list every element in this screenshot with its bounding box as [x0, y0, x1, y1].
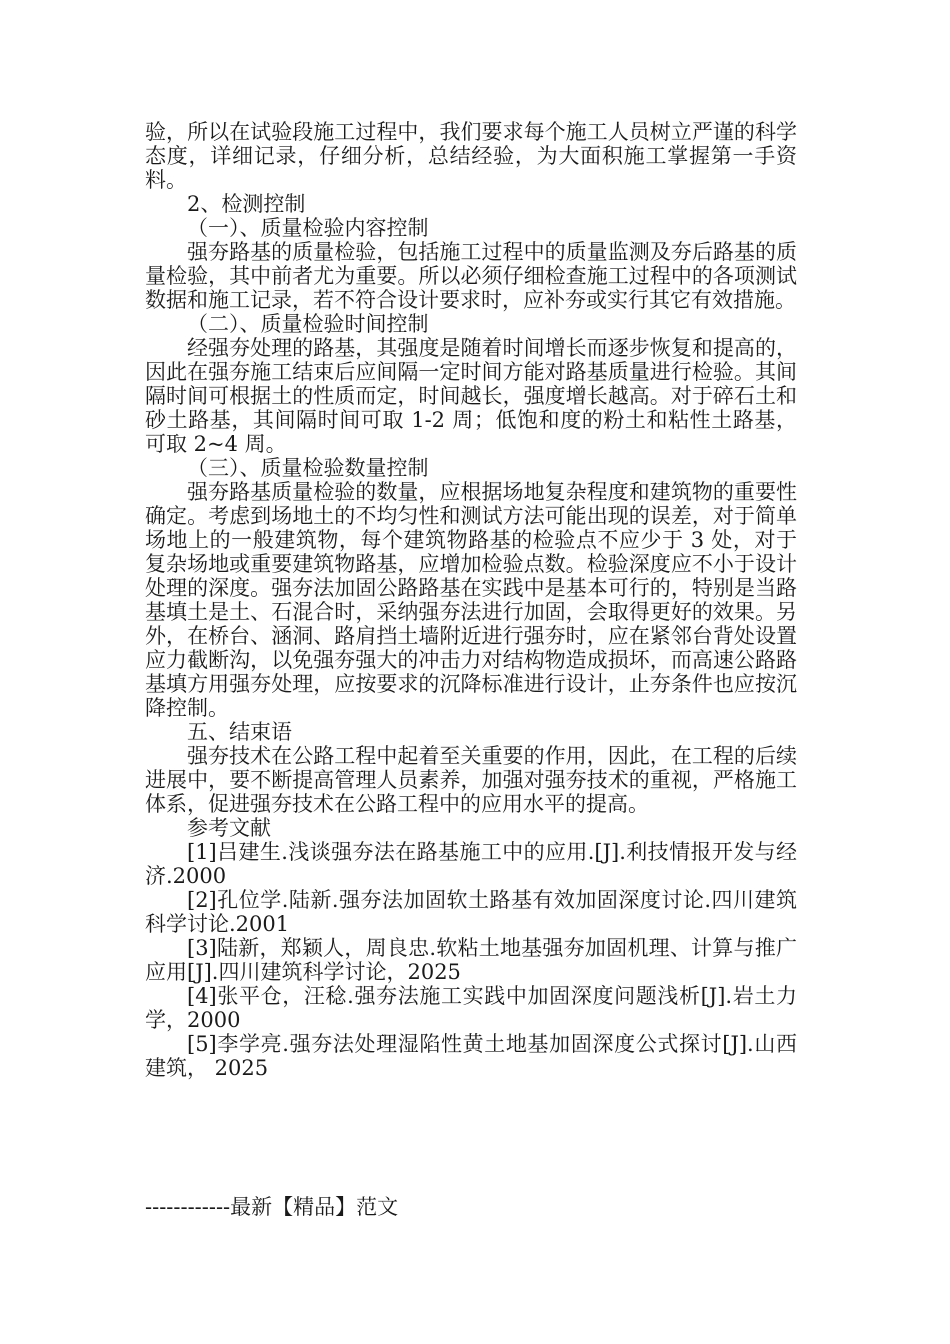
references-heading: 参考文献	[187, 816, 271, 840]
subheading-inspection-time: （二）、质量检验时间控制	[187, 312, 429, 336]
paragraph-inspection-time: 经强夯处理的路基，其强度是随着时间增长而逐步恢复和提高的，因此在强夯施工结束后应间隔一定时间方能对路基质量进行检验。其间隔时间可根据土的性质而定，时间越长，强度增长越高。对于碎石土和砂土路基，其间隔时间可取 1-2 周；低饱和度的粉土和粘性土路基，可取 2~4 周。	[145, 336, 797, 456]
paragraph-conclusion: 强夯技术在公路工程中起着至关重要的作用，因此，在工程的后续进展中，要不断提高管理人员素养，加强对强夯技术的重视，严格施工体系，促进强夯技术在公路工程中的应用水平的提高。	[145, 744, 797, 816]
reference-item: [2]孔位学.陆新.强夯法加固软土路基有效加固深度讨论.四川建筑科学讨论.2001	[145, 888, 797, 936]
subheading-inspection-content: （一）、质量检验内容控制	[187, 216, 429, 240]
paragraph-inspection-quantity: 强夯路基质量检验的数量，应根据场地复杂程度和建筑物的重要性确定。考虑到场地土的不均匀性和测试方法可能出现的误差，对于简单场地上的一般建筑物，每个建筑物路基的检验点不应少于 3 处，对于复杂场地或重要建筑物路基，应增加检验点数。检验深度应不小于设计处理的深度。强夯法加固公路路基在实践中是基本可行的，特别是当路基填土是土、石混合时，采纳强夯法进行加固，会取得更好的效果。另外，在桥台、涵洞、路肩挡土墙附近进行强夯时，应在紧邻台背处设置应力截断沟，以免强夯强大的冲击力对结构物造成损坏，而高速公路路基填方用强夯处理，应按要求的沉降标准进行设计，止夯条件也应按沉降控制。	[145, 480, 797, 720]
reference-item: [1]吕建生.浅谈强夯法在路基施工中的应用.[J].利技情报开发与经济.2000	[145, 840, 797, 888]
paragraph-continuation: 验，所以在试验段施工过程中，我们要求每个施工人员树立严谨的科学态度，详细记录，仔细分析，总结经验，为大面积施工掌握第一手资料。	[145, 120, 797, 192]
document-body	[145, 120, 797, 1080]
reference-item: [5]李学亮.强夯法处理湿陷性黄土地基加固深度公式探讨[J].山西建筑， 2025	[145, 1032, 797, 1080]
page-footer: ------------最新【精品】范文	[145, 1195, 399, 1219]
paragraph-inspection-content: 强夯路基的质量检验，包括施工过程中的质量监测及夯后路基的质量检验，其中前者尤为重要。所以必须仔细检查施工过程中的各项测试数据和施工记录，若不符合设计要求时，应补夯或实行其它有效措施。	[145, 240, 797, 312]
reference-item: [4]张平仓，汪稔.强夯法施工实践中加固深度问题浅析[J].岩土力学，2000	[145, 984, 797, 1032]
subheading-inspection-quantity: （三）、质量检验数量控制	[187, 456, 429, 480]
section-heading-conclusion: 五、结束语	[187, 720, 292, 744]
reference-item: [3]陆新，郑颖人，周良忠.软粘土地基强夯加固机理、计算与推广应用[J].四川建筑科学讨论，2025	[145, 936, 797, 984]
section-heading-detection-control: 2、检测控制	[187, 192, 306, 216]
